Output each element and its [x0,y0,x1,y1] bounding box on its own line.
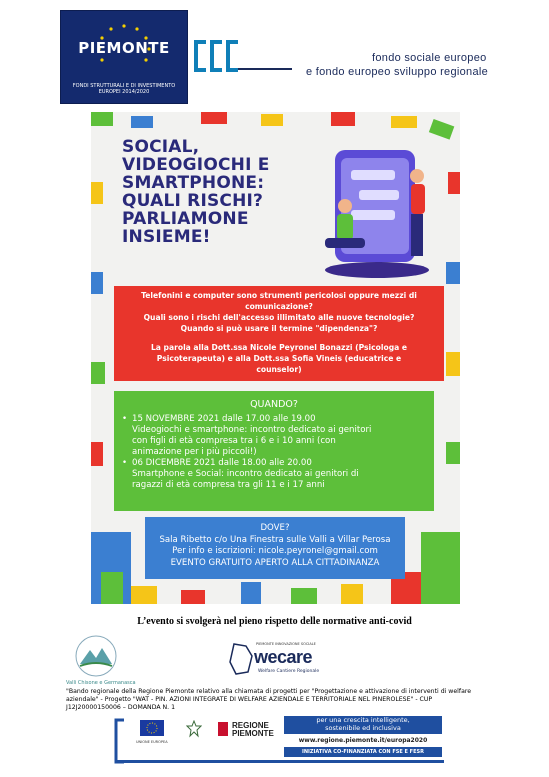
bando-line: aziendale" - Progetto "WAT - PIN. AZIONI INTEGRATE DI WELFARE AZIENDALE E TERRITORIALE NEL PINEROLESE" - CUP [66,696,433,703]
regione-line: REGIONE [232,721,269,730]
poster-title [122,138,312,246]
tagline-line: sostenibile ed inclusiva [325,724,401,732]
where-box [145,517,405,579]
event-desc: Smartphone e Social: incontro dedicato ai genitori di [132,469,359,479]
title-line: VIDEOGIOCHI E [122,155,270,175]
speakers-line: counselor) [256,365,302,374]
title-line: SMARTPHONE: [122,173,265,193]
event-desc: animazione per i più piccoli!) [132,447,257,457]
europa2020-url: www.regione.piemonte.it/europa2020 [298,737,428,744]
bando-text [66,688,496,712]
when-box [114,391,434,511]
event-desc: ragazzi di età compresa tra gli 11 e i 17 anni [132,480,325,490]
where-line: Per info e iscrizioni: nicole.peyronel@gmail.com [172,546,378,556]
intro-line: Telefonini e computer sono strumenti pericolosi oppure mezzi di [141,291,417,300]
piemonte-logo-subtitle: FONDI STRUTTURALI E DI INVESTIMENTO EUROPEI 2014/2020 [72,83,176,95]
title-line: PARLIAMONE [122,209,249,229]
intro-line: Quali sono i rischi dell'accesso illimitato alle nuove tecnologie? [143,313,415,322]
where-line: EVENTO GRATUITO APERTO ALLA CITTADINANZA [170,557,380,568]
eu-flag-icon [140,720,164,736]
valli-name: Valli Chisone e Germanasca [66,680,136,686]
anticovid-notice: L’evento si svolgerà nel pieno rispetto delle normative anti-covid [137,616,412,627]
speakers-line: La parola alla Dott.ssa Nicole Peyronel Bonazzi (Psicologa e [150,343,408,352]
wecare-logo [228,640,328,680]
piemonte-logo [60,10,188,104]
valli-logo-icon [66,632,126,680]
intro-box [114,286,444,381]
event-desc: Videogiochi e smartphone: incontro dedicato ai genitori [132,425,372,435]
event-desc: con figli di età compresa tra i 6 e i 10 anni (con [132,436,336,446]
regione-label [232,722,274,738]
intro-line: Quando si può usare il termine "dipendenza"? [180,324,378,333]
bando-line: "Bando regionale della Regione Piemonte relativo alla chiamata di progetti per "Progettazione e attivazione di interventi di welfare [66,688,472,695]
wecare-sub: Welfare Cantiere Regionale [258,669,320,674]
speakers-line: Psicoterapeuta) e alla Dott.ssa Sofia Vineis (educatrice e [156,354,402,363]
where-line: Sala Ribetto c/o Una Finestra sulle Valli a Villar Perosa [159,534,391,545]
cofinanced-bar: INIZIATIVA CO-FINANZIATA CON FSE E FESR [284,747,442,757]
piemonte-map-icon [228,642,254,676]
italy-emblem-icon [186,720,202,738]
regione-line: PIEMONTE [232,729,274,738]
title-line: SOCIAL, [122,137,200,157]
smartphone-illustration-icon [315,142,445,282]
where-label: DOVE? [260,523,290,533]
fse-line-1: fondo sociale europeo [372,52,487,64]
fse-line-2: e fondo europeo sviluppo regionale [306,66,489,78]
title-line: QUALI RISCHI? [122,191,264,211]
bullet-icon: • [122,458,128,468]
fse-logo-icon [192,38,292,74]
wecare-word: wecare [254,647,313,667]
event-date: 06 DICEMBRE 2021 dalle 18.00 alle 20.00 [132,458,312,468]
when-label: QUANDO? [250,399,298,410]
bando-line: J12J20000150006 – DOMANDA N. 1 [66,704,176,711]
bullet-icon: • [122,414,128,424]
piemonte-logo-word: PIEMONTE [78,39,170,57]
title-line: INSIEME! [122,227,211,247]
wecare-top: PIEMONTE INNOVAZIONE SOCIALE [256,642,316,646]
event-item [114,414,434,458]
event-date: 15 NOVEMBRE 2021 dalle 17.00 alle 19.00 [132,414,316,424]
event-item [114,458,434,491]
tagline-bar [284,716,442,734]
tagline-line: per una crescita intelligente, [316,716,410,724]
regione-shield-icon [218,722,228,736]
eu-label: UNIONE EUROPEA [136,740,168,744]
intro-line: comunicazione? [245,302,313,311]
